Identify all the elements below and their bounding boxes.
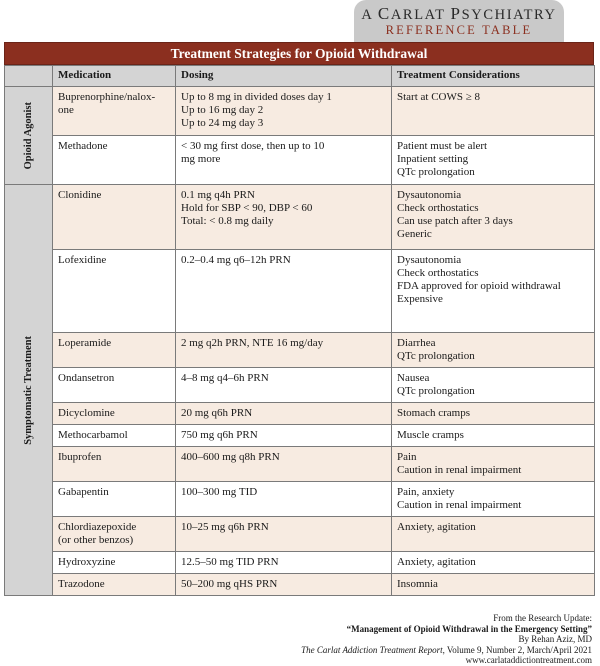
medication-cell (53, 136, 176, 185)
cell-line: Ondansetron (58, 372, 115, 384)
cell-line: Inpatient setting (397, 153, 469, 165)
considerations-cell (392, 517, 595, 552)
source-citation (301, 613, 592, 666)
table-row (5, 425, 595, 447)
cell-line: Stomach cramps (397, 407, 471, 419)
dosing-cell (176, 250, 392, 333)
cell-line: QTc prolongation (397, 166, 475, 178)
treatment-table (4, 65, 595, 596)
dosing-cell (176, 136, 392, 185)
considerations-cell (392, 136, 595, 185)
medication-cell (53, 574, 176, 596)
dosing-cell (176, 87, 392, 136)
medication-cell (53, 250, 176, 333)
cell-line: mg more (181, 153, 221, 165)
cell-line: Clonidine (58, 189, 102, 201)
cell-line: QTc prolongation (397, 385, 475, 397)
citation-intro: From the Research Update: (493, 613, 592, 623)
dosing-cell (176, 447, 392, 482)
publisher-name: A CARLAT PSYCHIATRY (361, 4, 557, 23)
cell-line: Nausea (397, 372, 430, 384)
table-row (5, 185, 595, 250)
reference-table-tab (354, 0, 564, 42)
cell-line: 0.1 mg q4h PRN (181, 189, 255, 201)
column-header-dosing: Dosing (176, 66, 392, 87)
cell-line: Hold for SBP < 90, DBP < 60 (181, 202, 313, 214)
considerations-cell (392, 552, 595, 574)
table-row (5, 552, 595, 574)
dosing-cell (176, 368, 392, 403)
cell-line: Check orthostatics (397, 267, 479, 279)
cell-line: 400–600 mg q8h PRN (181, 451, 280, 463)
dosing-cell (176, 185, 392, 250)
cell-line: (or other benzos) (58, 534, 134, 546)
medication-cell (53, 333, 176, 368)
table-row (5, 333, 595, 368)
citation-website: www.carlataddictiontreatment.com (465, 655, 592, 665)
considerations-cell (392, 482, 595, 517)
medication-cell (53, 368, 176, 403)
dosing-cell (176, 552, 392, 574)
table-row (5, 87, 595, 136)
medication-cell (53, 552, 176, 574)
cell-line: 50–200 mg qHS PRN (181, 578, 278, 590)
cell-line: 2 mg q2h PRN, NTE 16 mg/day (181, 337, 324, 349)
dosing-cell (176, 403, 392, 425)
cell-line: Methadone (58, 140, 108, 152)
medication-cell (53, 447, 176, 482)
cell-line: Anxiety, agitation (397, 556, 476, 568)
medication-cell (53, 425, 176, 447)
medication-cell (53, 87, 176, 136)
table-row (5, 482, 595, 517)
considerations-cell (392, 87, 595, 136)
cell-line: Check orthostatics (397, 202, 479, 214)
cell-line: 0.2–0.4 mg q6–12h PRN (181, 254, 291, 266)
cell-line: 10–25 mg q6h PRN (181, 521, 269, 533)
cell-line: Insomnia (397, 578, 438, 590)
row-group-label-cell (5, 185, 53, 596)
table-row (5, 574, 595, 596)
considerations-cell (392, 185, 595, 250)
cell-line: Dysautonomia (397, 254, 462, 266)
cell-line: Caution in renal impairment (397, 499, 522, 511)
considerations-cell (392, 574, 595, 596)
dosing-cell (176, 482, 392, 517)
table-title: Treatment Strategies for Opioid Withdrawal (4, 42, 594, 65)
cell-line: Up to 16 mg day 2 (181, 104, 264, 116)
cell-line: 100–300 mg TID (181, 486, 258, 498)
column-header-medication: Medication (53, 66, 176, 87)
considerations-cell (392, 403, 595, 425)
dosing-cell (176, 333, 392, 368)
table-row (5, 447, 595, 482)
medication-cell (53, 482, 176, 517)
table-row (5, 136, 595, 185)
treatment-table-container (4, 42, 594, 596)
cell-line: Chlordiazepoxide (58, 521, 137, 533)
considerations-cell (392, 333, 595, 368)
considerations-cell (392, 447, 595, 482)
citation-journal: The Carlat Addiction Treatment Report, Volume 9, Number 2, March/April 2021 (301, 644, 592, 655)
cell-line: Ibuprofen (58, 451, 102, 463)
considerations-cell (392, 250, 595, 333)
cell-line: QTc prolongation (397, 350, 475, 362)
table-row (5, 403, 595, 425)
cell-line: Start at COWS ≥ 8 (397, 91, 481, 103)
row-group-label: Opioid Agonist (23, 101, 34, 170)
cell-line: Trazodone (58, 578, 105, 590)
cell-line: Loperamide (58, 337, 112, 349)
cell-line: Anxiety, agitation (397, 521, 476, 533)
considerations-cell (392, 368, 595, 403)
cell-line: FDA approved for opioid withdrawal (397, 280, 561, 292)
cell-line: 20 mg q6h PRN (181, 407, 253, 419)
cell-line: Caution in renal impairment (397, 464, 522, 476)
medication-cell (53, 517, 176, 552)
dosing-cell (176, 574, 392, 596)
cell-line: Methocarbamol (58, 429, 128, 441)
table-header-row (5, 66, 595, 87)
table-row (5, 250, 595, 333)
cell-line: 750 mg q6h PRN (181, 429, 258, 441)
considerations-cell (392, 425, 595, 447)
cell-line: Up to 8 mg in divided doses day 1 (181, 91, 332, 103)
cell-line: < 30 mg first dose, then up to 10 (181, 140, 325, 152)
cell-line: Dicyclomine (58, 407, 115, 419)
table-body (5, 87, 595, 596)
medication-cell (53, 403, 176, 425)
cell-line: Lofexidine (58, 254, 107, 266)
column-header-considerations: Treatment Considerations (392, 66, 595, 87)
cell-line: Pain, anxiety (397, 486, 455, 498)
cell-line: Up to 24 mg day 3 (181, 117, 264, 129)
cell-line: Buprenorphine/nalox- (58, 91, 156, 103)
cell-line: Gabapentin (58, 486, 109, 498)
cell-line: Muscle cramps (397, 429, 464, 441)
cell-line: Total: < 0.8 mg daily (181, 215, 274, 227)
reference-table-label: REFERENCE TABLE (385, 23, 533, 37)
dosing-cell (176, 517, 392, 552)
row-group-label: Symptomatic Treatment (23, 335, 34, 445)
cell-line: Patient must be alert (397, 140, 488, 152)
cell-line: Dysautonomia (397, 189, 462, 201)
cell-line: Diarrhea (397, 337, 436, 349)
table-row (5, 368, 595, 403)
dosing-cell (176, 425, 392, 447)
cell-line: Can use patch after 3 days (397, 215, 513, 227)
row-group-label-cell (5, 87, 53, 185)
cell-line: Hydroxyzine (58, 556, 116, 568)
cell-line: 12.5–50 mg TID PRN (181, 556, 279, 568)
citation-author: By Rehan Aziz, MD (518, 634, 592, 644)
cell-line: one (58, 104, 74, 116)
group-header-cell (5, 66, 53, 87)
medication-cell (53, 185, 176, 250)
citation-article-title: “Management of Opioid Withdrawal in the Emergency Setting” (346, 623, 592, 634)
cell-line: 4–8 mg q4–6h PRN (181, 372, 269, 384)
cell-line: Pain (397, 451, 417, 463)
cell-line: Generic (397, 228, 432, 240)
table-row (5, 517, 595, 552)
cell-line: Expensive (397, 293, 443, 305)
